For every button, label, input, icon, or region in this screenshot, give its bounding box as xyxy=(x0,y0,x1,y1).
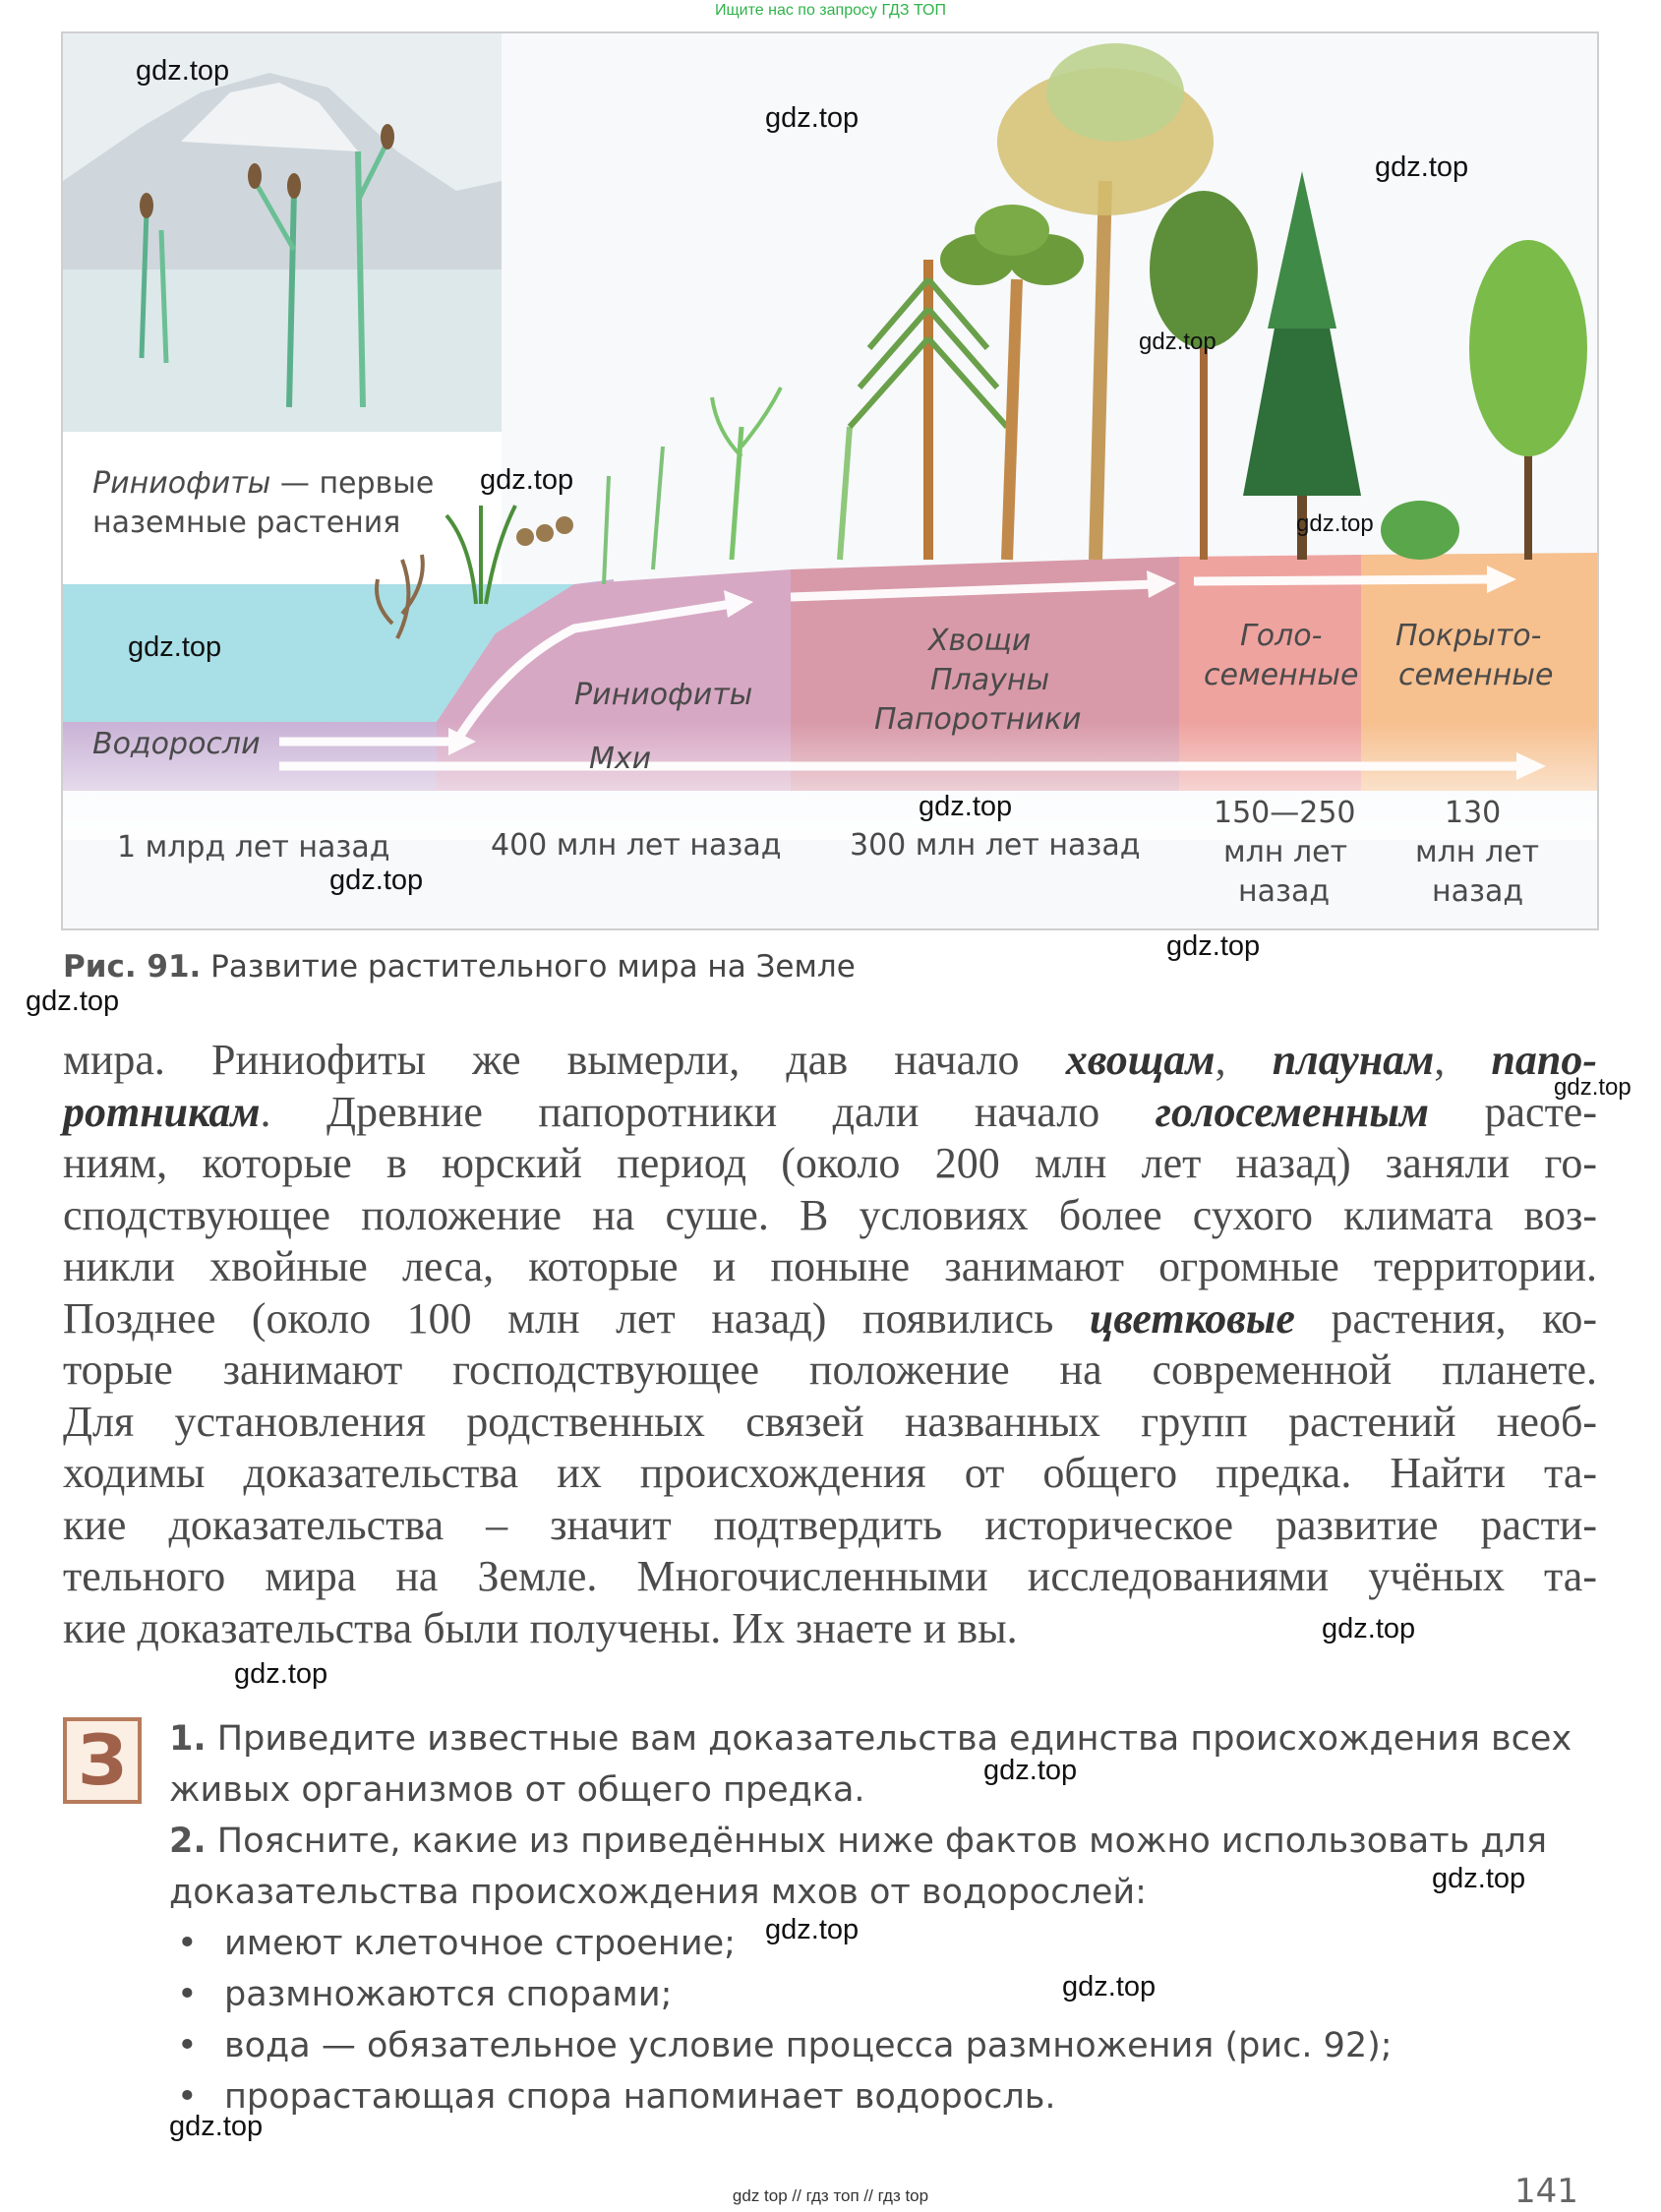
label-algae: Водоросли xyxy=(92,727,261,761)
question-1-line2: живых организмов от общего предка. xyxy=(169,1770,865,1810)
paragraph-line: ниям, которые в юрский период (около 200 млн лет назад) заняли го- xyxy=(63,1139,1597,1187)
label-horsetails: Хвощи xyxy=(928,624,1032,658)
watermark: gdz.top xyxy=(128,631,222,663)
question-2-line2: доказательства происхождения мхов от водорослей: xyxy=(169,1873,1147,1912)
watermark: gdz.top xyxy=(234,1658,328,1690)
label-angiosperms-1: Покрыто- xyxy=(1395,619,1542,653)
watermark: gdz.top xyxy=(983,1755,1078,1786)
top-banner: Ищите нас по запросу ГДЗ ТОП xyxy=(715,2,946,19)
paragraph-line: кие доказательства – значит подтвердить историческое развитие расти- xyxy=(63,1500,1597,1549)
plants xyxy=(377,43,1587,638)
watermark: gdz.top xyxy=(1296,510,1374,537)
watermark: gdz.top xyxy=(136,55,230,87)
watermark: gdz.top xyxy=(1554,1074,1631,1101)
list-item: • прорастающая спора напоминает водоросль. xyxy=(177,2077,1056,2117)
list-item: • имеют клеточное строение; xyxy=(177,1924,736,1963)
watermark: gdz.top xyxy=(26,986,120,1017)
label-gymnosperms-2: семенные xyxy=(1204,658,1359,692)
figure-caption: Рис. 91. Развитие растительного мира на Земле xyxy=(63,949,856,985)
label-angiosperms-2: семенные xyxy=(1398,658,1554,692)
label-lycophytes: Плауны xyxy=(930,663,1050,697)
watermark: gdz.top xyxy=(765,102,860,134)
questions-block xyxy=(169,1713,1597,2122)
watermark: gdz.top xyxy=(1139,329,1216,355)
footer-watermark: gdz top // гдз топ // гдз top xyxy=(732,2186,929,2205)
paragraph-line: мира. Риниофиты же вымерли, дав начало хвощам, плаунам, папо- xyxy=(63,1036,1598,1084)
inset-caption-line2: наземные растения xyxy=(92,506,401,540)
paragraph-line: кие доказательства были получены. Их знаете и вы. xyxy=(63,1603,1018,1652)
time-5-line3: назад xyxy=(1432,874,1524,909)
watermark: gdz.top xyxy=(1166,930,1261,962)
paragraph-line: Позднее (около 100 млн лет назад) появились цветковые растения, ко- xyxy=(63,1293,1597,1343)
list-item: • вода — обязательное условие процесса размножения (рис. 92); xyxy=(177,2026,1393,2065)
watermark: gdz.top xyxy=(919,791,1013,822)
paragraph-line: ходимы доказательства их происхождения от общего предка. Найти та- xyxy=(63,1449,1597,1497)
questions-icon: З xyxy=(63,1717,142,1804)
paragraph-line: тельного мира на Земле. Многочисленными исследованиями учёных та- xyxy=(63,1552,1597,1600)
paragraph-line: никли хвойные леса, которые и поныне занимают огромные территории. xyxy=(63,1242,1597,1290)
label-ferns: Папоротники xyxy=(874,702,1082,737)
label-mosses: Мхи xyxy=(589,742,652,776)
label-rhyniophytes: Риниофиты xyxy=(574,678,753,712)
time-3: 300 млн лет назад xyxy=(850,828,1141,863)
watermark: gdz.top xyxy=(329,865,424,896)
time-1: 1 млрд лет назад xyxy=(117,830,390,865)
paragraph-line: ротникам. Древние папоротники дали начало голосеменным расте- xyxy=(63,1087,1597,1136)
time-5-line2: млн лет xyxy=(1415,835,1540,869)
watermark: gdz.top xyxy=(765,1914,860,1945)
watermark: gdz.top xyxy=(1432,1863,1526,1894)
paragraph-line: сподствующее положение на суше. В условиях более сухого климата воз- xyxy=(63,1190,1597,1239)
watermark: gdz.top xyxy=(480,464,574,496)
watermark: gdz.top xyxy=(1375,151,1469,183)
time-4-line3: назад xyxy=(1238,874,1331,909)
inset-landscape xyxy=(63,33,502,432)
paragraph-line: Для установления родственных связей названных групп растений необ- xyxy=(63,1397,1597,1446)
label-gymnosperms-1: Голо- xyxy=(1240,619,1323,653)
inset-caption-line1: Риниофиты — первые xyxy=(92,466,435,501)
time-5-line1: 130 xyxy=(1445,796,1502,830)
question-1-line1: 1. Приведите известные вам доказательства единства происхождения всех xyxy=(169,1719,1572,1759)
time-2: 400 млн лет назад xyxy=(491,828,782,863)
time-4-line1: 150—250 xyxy=(1214,796,1356,830)
watermark: gdz.top xyxy=(1322,1613,1416,1644)
question-2-line1: 2. Поясните, какие из приведённых ниже фактов можно использовать для xyxy=(169,1822,1548,1861)
time-4-line2: млн лет xyxy=(1223,835,1348,869)
figure-91 xyxy=(61,31,1599,930)
paragraph-line: торые занимают господствующее положение на современной планете. xyxy=(63,1345,1597,1394)
watermark: gdz.top xyxy=(169,2111,264,2142)
list-item: • размножаются спорами; xyxy=(177,1975,673,2014)
page-number: 141 xyxy=(1514,2172,1578,2211)
watermark: gdz.top xyxy=(1062,1971,1157,2003)
body-paragraph xyxy=(63,1035,1597,1654)
